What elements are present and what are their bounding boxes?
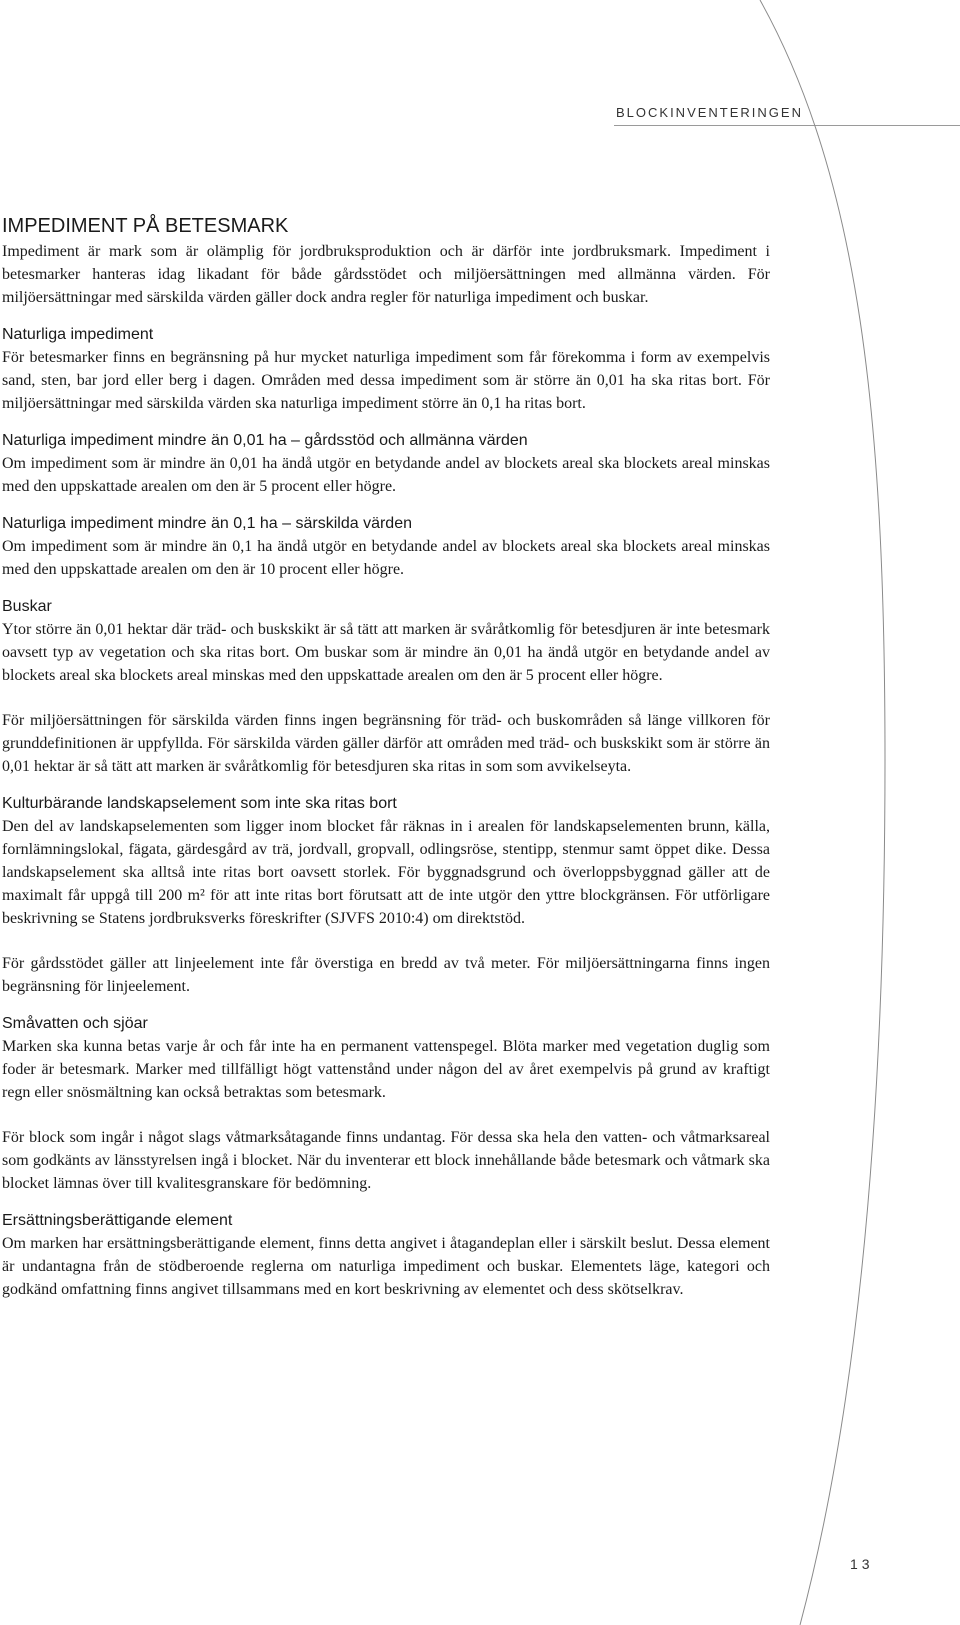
section-heading: Naturliga impediment mindre än 0,01 ha – gårdsstöd och allmänna värden: [2, 432, 528, 449]
section-paragraph: För gårdsstödet gäller att linjeelement inte får överstiga en bredd av två meter. För miljöersättningarna finns ingen begränsning för linjeelement.: [2, 955, 770, 995]
section-paragraph: För betesmarker finns en begränsning på hur mycket naturliga impediment som får förekomma i form av exempelvis sand, sten, bar jord eller berg i dagen. Områden med dessa impediment som är större än 0,01 ha ska ritas bort. För miljöersättningar med särskilda värden ska naturliga impediment större än 0,1 ha ritas bort.: [2, 349, 770, 412]
section-heading: Småvatten och sjöar: [2, 1015, 148, 1032]
intro-paragraph: Impediment är mark som är olämplig för jordbruksproduktion och är därför inte jordbruksmark. Impediment i betesmarker hanteras idag likadant för både gårdsstödet och miljöersättningen med allmänna värden. För miljöersättningar med särskilda värden gäller dock andra regler för naturliga impediment och buskar.: [2, 243, 770, 306]
section-heading: Naturliga impediment mindre än 0,1 ha – särskilda värden: [2, 515, 412, 532]
section-paragraph: Den del av landskapselementen som ligger inom blocket får räknas in i arealen för landskapselementen brunn, källa, fornlämningslokal, fägata, gärdesgård av trä, jordvall, gropvall, odlingsröse, stentipp, stenmur samt öppet dike. Dessa landskapselement ska alltså inte ritas bort oavsett storlek. För byggnadsgrund och överloppsbyggnad gäller att de maximalt får uppgå till 200 m² för att inte ritas bort förutsatt att de inte utgör den yttre blockgränsen. För utförligare beskrivning se Statens jordbruksverks föreskrifter (SJVFS 2010:4) om direktstöd.: [2, 818, 770, 927]
section-heading: Buskar: [2, 598, 52, 615]
section-paragraph: För block som ingår i något slags våtmarksåtagande finns undantag. För dessa ska hela den vatten- och våtmarksareal som godkänts av länsstyrelsen ingå i blocket. När du inventerar ett block innehållande både betesmark och våtmark ska blocket lämnas över till kvalitesgranskare för bedömning.: [2, 1129, 770, 1192]
section-heading: Naturliga impediment: [2, 326, 154, 343]
section-paragraph: För miljöersättningen för särskilda värden finns ingen begränsning för träd- och buskområden så länge villkoren för grunddefinitionen är uppfyllda. För särskilda värden gäller därför att områden med träd- och buskskikt som är större än 0,01 hektar är så tätt att marken är svåråtkomlig för betesdjuren ska ritas in som som avvikelseyta.: [2, 712, 770, 775]
section-paragraph: Ytor större än 0,01 hektar där träd- och buskskikt är så tätt att marken är svåråtkomlig för betesdjuren är inte betesmark oavsett typ av vegetation och ska ritas bort. Om buskar som är mindre än 0,01 ha ändå utgör en betydande andel av blockets areal ska blockets areal minskas med den uppskattade arealen om den är 5 procent eller högre.: [2, 621, 770, 684]
section-paragraph: Om impediment som är mindre än 0,01 ha ändå utgör en betydande andel av blockets areal ska blockets areal minskas med den uppskattade arealen om den är 5 procent eller högre.: [2, 455, 770, 495]
section-heading: Kulturbärande landskapselement som inte ska ritas bort: [2, 795, 397, 812]
main-title: IMPEDIMENT PÅ BETESMARK: [2, 215, 289, 237]
document-body: [2, 213, 770, 1301]
section-heading: Ersättningsberättigande element: [2, 1212, 233, 1229]
section-paragraph: Marken ska kunna betas varje år och får inte ha en permanent vattenspegel. Blöta marker med vegetation duglig som foder är betesmark. Marker med tillfälligt högt vattenstånd under någon del av året exempelvis på grund av kraftigt regn eller snösmältning kan också betraktas som betesmark.: [2, 1038, 770, 1101]
section-paragraph: Om marken har ersättningsberättigande element, finns detta angivet i åtagandeplan eller i särskilt beslut. Dessa element är undantagna från de stödberoende reglerna om naturliga impediment och buskar. Elementets läge, kategori och godkänd omfattning finns angivet tillsammans med en kort beskrivning av elementet och dess skötselkrav.: [2, 1235, 770, 1298]
page-number: 13: [850, 1556, 874, 1572]
section-paragraph: Om impediment som är mindre än 0,1 ha ändå utgör en betydande andel av blockets areal ska blockets areal minskas med den uppskattade arealen om den är 10 procent eller högre.: [2, 538, 770, 578]
running-header: BLOCKINVENTERINGEN: [616, 105, 803, 120]
